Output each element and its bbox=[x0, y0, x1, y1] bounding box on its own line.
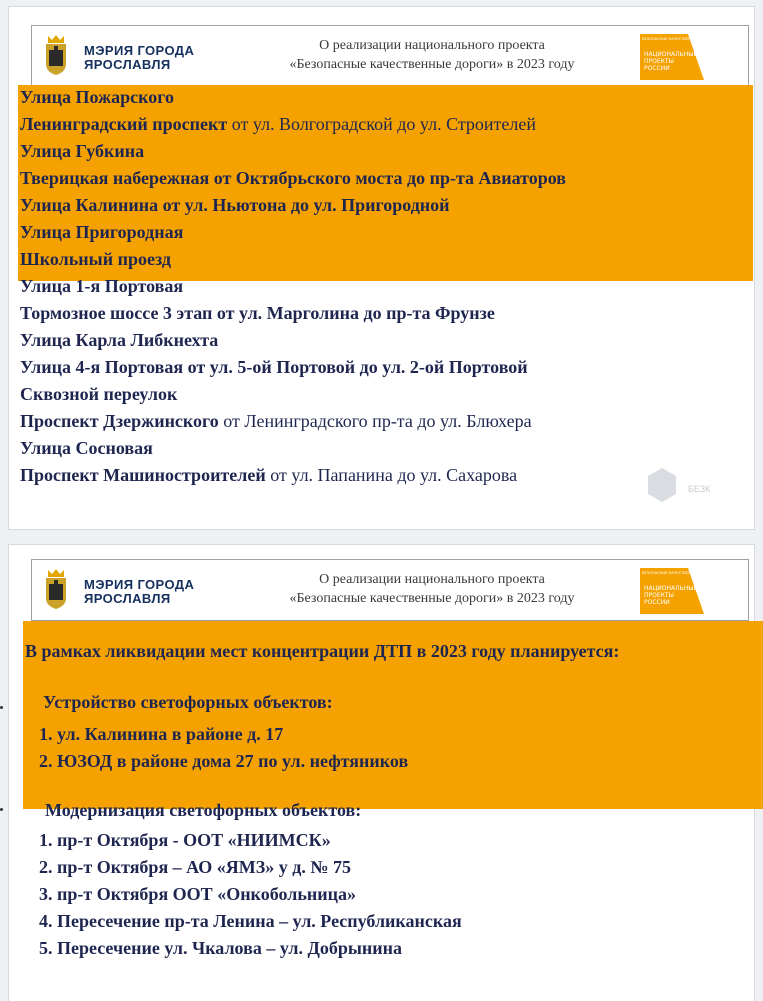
list-item: 4. Пересечение пр-та Ленина – ул. Республиканская bbox=[39, 911, 462, 931]
np-line-3: РОССИИ bbox=[644, 599, 670, 606]
section-2-title: Модернизация светофорных объектов: bbox=[45, 800, 362, 820]
list-item: 1. ул. Калинина в районе д. 17 bbox=[39, 724, 284, 744]
national-projects-logo-icon bbox=[640, 34, 716, 80]
road-item: Улица Пригородная bbox=[20, 222, 184, 242]
list-item: 3. пр-т Октября ООТ «Онкобольница» bbox=[39, 884, 356, 904]
header-title-line-2: «Безопасные качественные дороги» в 2023 году bbox=[289, 57, 575, 72]
watermark-icon bbox=[648, 468, 676, 502]
bullet-dot bbox=[0, 706, 3, 709]
np-line-1: НАЦИОНАЛЬНЫЕ bbox=[644, 585, 698, 592]
roads-list bbox=[20, 84, 566, 489]
slide-header bbox=[31, 559, 749, 621]
national-projects-logo-icon bbox=[640, 568, 716, 614]
mayor-title bbox=[84, 578, 194, 606]
header-title-line-2: «Безопасные качественные дороги» в 2023 году bbox=[289, 591, 575, 606]
np-line-2: ПРОЕКТЫ bbox=[644, 592, 674, 599]
section-1-title: Устройство светофорных объектов: bbox=[43, 692, 333, 712]
mayor-line-2: ЯРОСЛАВЛЯ bbox=[84, 57, 171, 72]
bullet-dot bbox=[0, 808, 3, 811]
road-item: Школьный проезд bbox=[20, 249, 171, 269]
road-item: Улица Пожарского bbox=[20, 87, 174, 107]
list-item: 5. Пересечение ул. Чкалова – ул. Добрынина bbox=[39, 938, 403, 958]
road-item: Улица Сосновая bbox=[20, 438, 153, 458]
watermark bbox=[648, 468, 738, 508]
header-title bbox=[242, 36, 622, 74]
np-line-2: ПРОЕКТЫ bbox=[644, 58, 674, 65]
coat-of-arms-icon bbox=[44, 568, 68, 610]
np-top-label: БЕЗОПАСНЫЕ КАЧЕСТВЕННЫЕ ДОРОГИ bbox=[642, 37, 716, 41]
header-title-line-1: О реализации национального проекта bbox=[319, 572, 545, 587]
mayor-line-1: МЭРИЯ ГОРОДА bbox=[84, 577, 195, 592]
slide-2 bbox=[8, 544, 755, 1001]
mayor-title bbox=[84, 44, 194, 72]
road-item: Тверицкая набережная от Октябрьского моста до пр-та Авиаторов bbox=[20, 168, 567, 188]
road-item: Сквозной переулок bbox=[20, 384, 178, 404]
np-line-3: РОССИИ bbox=[644, 65, 670, 72]
road-item: Улица Карла Либкнехта bbox=[20, 330, 219, 350]
road-item: Улица Калинина от ул. Ньютона до ул. Пригородной bbox=[20, 195, 450, 215]
np-top-label: БЕЗОПАСНЫЕ КАЧЕСТВЕННЫЕ ДОРОГИ bbox=[642, 571, 716, 575]
list-item: 2. ЮЗОД в районе дома 27 по ул. нефтяников bbox=[39, 751, 409, 771]
road-item: Улица 4-я Портовая от ул. 5-ой Портовой до ул. 2-ой Портовой bbox=[20, 357, 528, 377]
road-item: Тормозное шоссе 3 этап от ул. Марголина до пр-та Фрунзе bbox=[20, 303, 495, 323]
intro-text: В рамках ликвидации мест концентрации ДТП в 2023 году планируется: bbox=[25, 641, 620, 661]
header-title-line-1: О реализации национального проекта bbox=[319, 38, 545, 53]
road-item: Ленинградский проспект от ул. Волгоградской до ул. Строителей bbox=[20, 114, 537, 134]
section-1-list bbox=[39, 721, 408, 775]
mayor-line-1: МЭРИЯ ГОРОДА bbox=[84, 43, 195, 58]
slide-header bbox=[31, 25, 749, 87]
section-2-list bbox=[39, 827, 462, 962]
road-item: Проспект Дзержинского от Ленинградского пр-та до ул. Блюхера bbox=[20, 411, 532, 431]
np-line-1: НАЦИОНАЛЬНЫЕ bbox=[644, 51, 698, 58]
mayor-logo bbox=[44, 32, 214, 80]
list-item: 2. пр-т Октября – АО «ЯМЗ» у д. № 75 bbox=[39, 857, 351, 877]
mayor-line-2: ЯРОСЛАВЛЯ bbox=[84, 591, 171, 606]
watermark-text: БЕЗК bbox=[688, 484, 711, 494]
header-title bbox=[242, 570, 622, 608]
road-item: Улица 1-я Портовая bbox=[20, 276, 184, 296]
list-item: 1. пр-т Октября - ООТ «НИИМСК» bbox=[39, 830, 331, 850]
road-item: Проспект Машиностроителей от ул. Папанина до ул. Сахарова bbox=[20, 465, 518, 485]
road-item: Улица Губкина bbox=[20, 141, 145, 161]
coat-of-arms-icon bbox=[44, 34, 68, 76]
mayor-logo bbox=[44, 566, 214, 614]
